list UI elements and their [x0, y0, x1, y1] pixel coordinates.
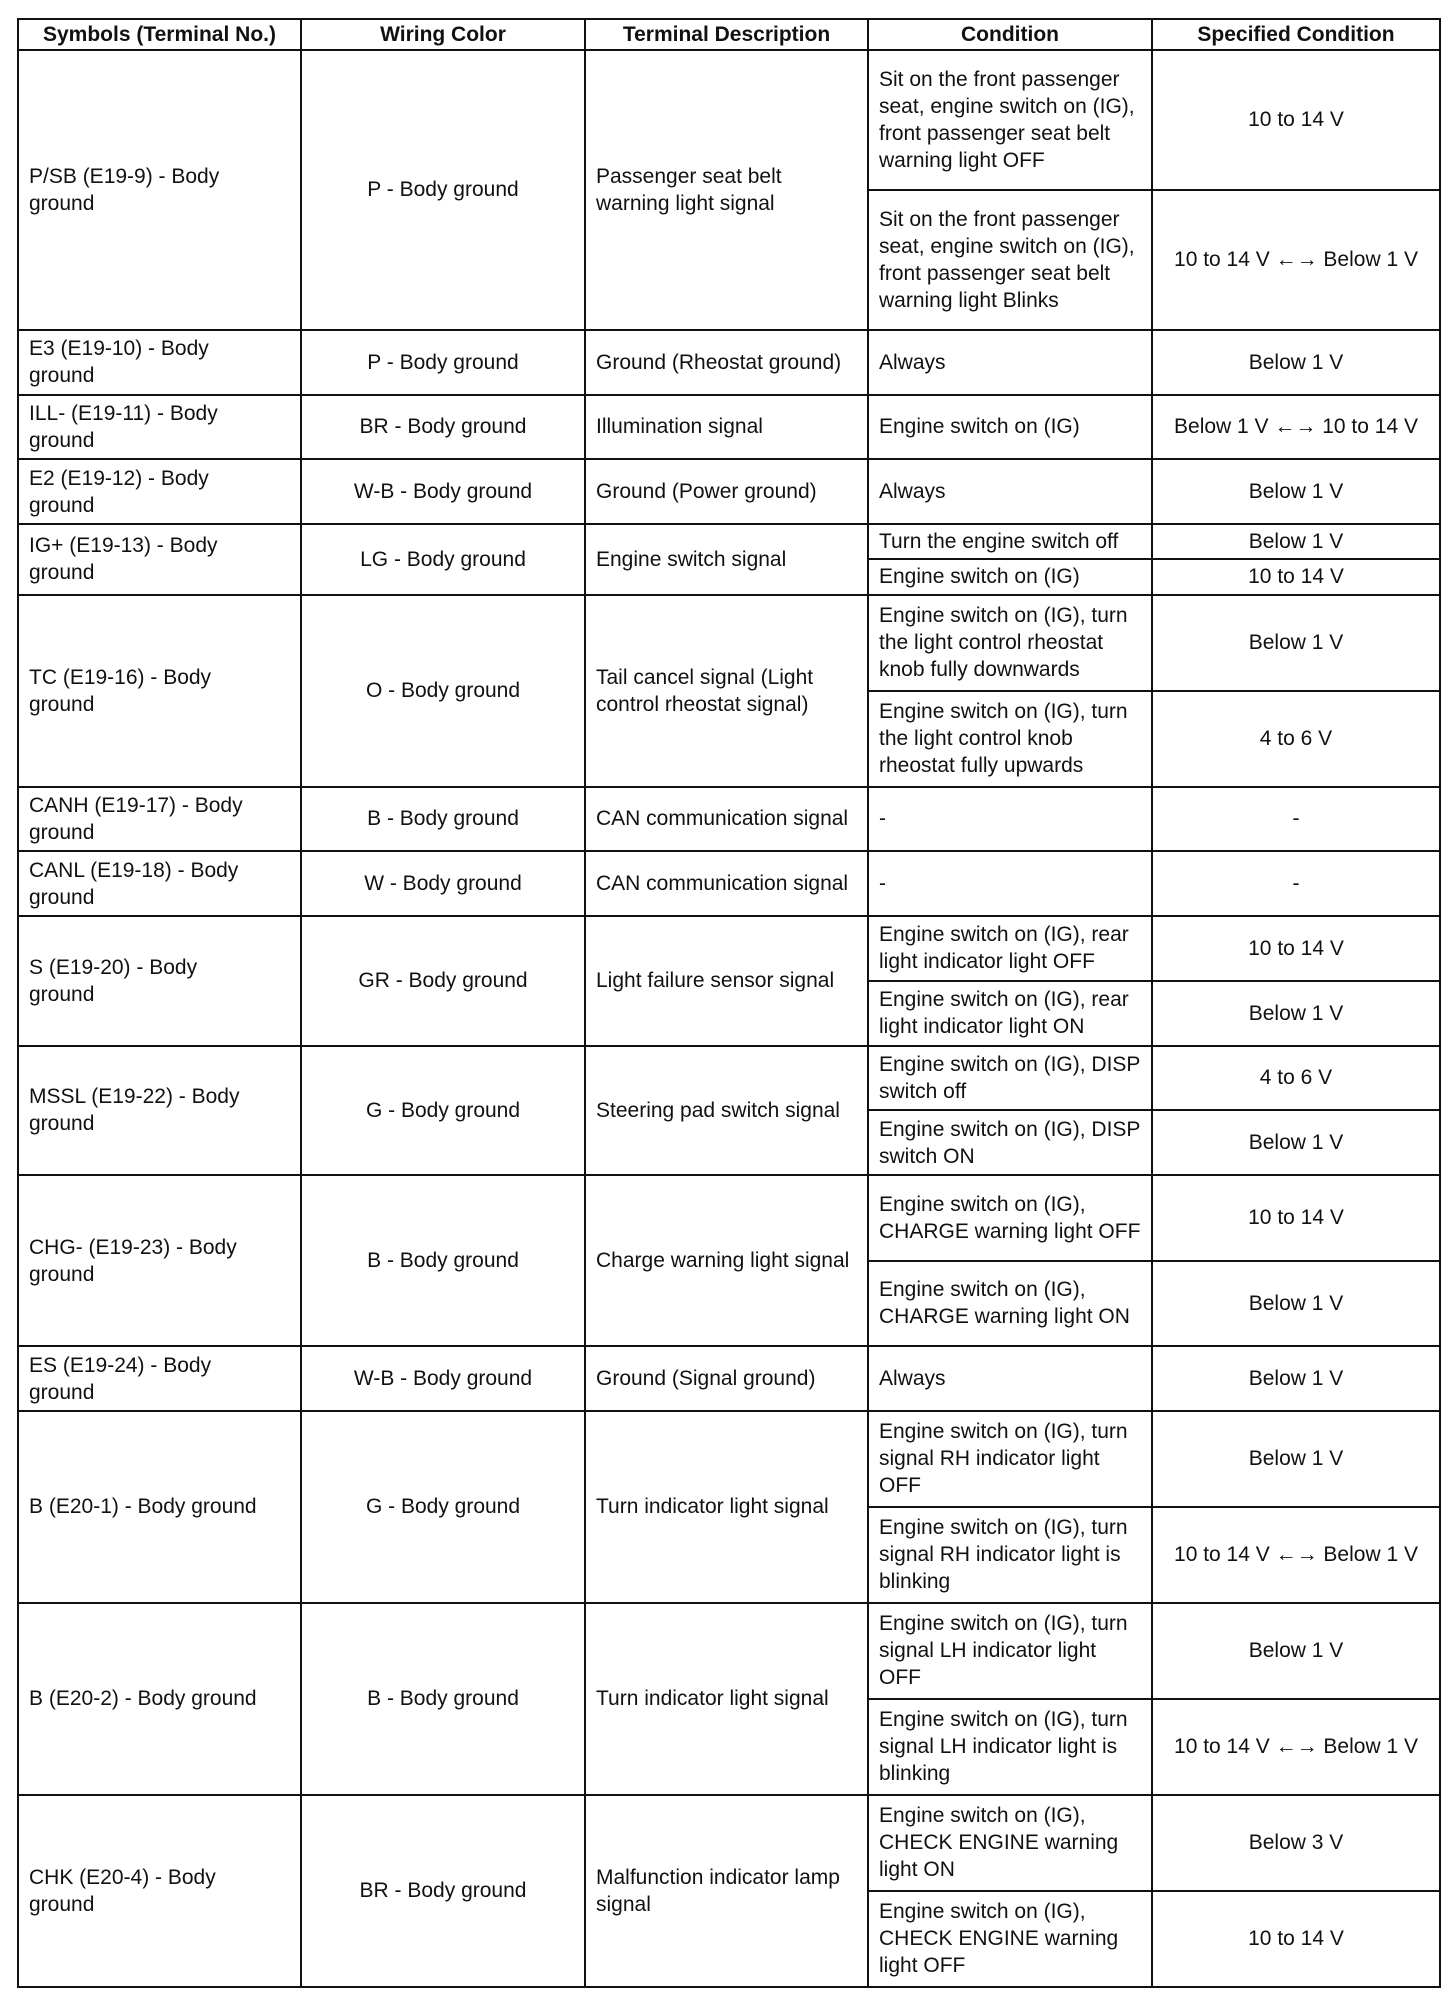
specified-condition-cell: Below 1 V [1152, 524, 1440, 559]
header-terminal-description: Terminal Description [585, 19, 868, 50]
wiring-color-cell: W-B - Body ground [301, 459, 585, 524]
specified-condition-cell: - [1152, 851, 1440, 916]
table-row [18, 1346, 1440, 1411]
wiring-color-cell: B - Body ground [301, 787, 585, 852]
wiring-color-cell: GR - Body ground [301, 916, 585, 1046]
specified-condition-cell: Below 1 V [1152, 595, 1440, 691]
specified-condition-cell: 10 to 14 V [1152, 50, 1440, 190]
condition-cell: Engine switch on (IG), rear light indicator light ON [868, 981, 1152, 1046]
header-row [18, 19, 1440, 50]
header-wiring-color: Wiring Color [301, 19, 585, 50]
specified-condition-cell: Below 1 V [1152, 459, 1440, 524]
table-body [18, 50, 1440, 1987]
symbol-cell: B (E20-1) - Body ground [18, 1411, 301, 1603]
terminal-description-cell: Light failure sensor signal [585, 916, 868, 1046]
table-header [18, 19, 1440, 50]
symbol-cell: E3 (E19-10) - Body ground [18, 330, 301, 395]
wiring-color-cell: G - Body ground [301, 1046, 585, 1176]
condition-cell: Turn the engine switch off [868, 524, 1152, 559]
table-row [18, 1175, 1440, 1261]
condition-cell: Always [868, 330, 1152, 395]
symbol-cell: B (E20-2) - Body ground [18, 1603, 301, 1795]
condition-cell: Always [868, 459, 1152, 524]
condition-cell: Engine switch on (IG), turn signal LH indicator light is blinking [868, 1699, 1152, 1795]
symbol-cell: CHG- (E19-23) - Body ground [18, 1175, 301, 1346]
specified-condition-cell: - [1152, 787, 1440, 852]
condition-cell: Engine switch on (IG), CHARGE warning light OFF [868, 1175, 1152, 1261]
wiring-color-cell: P - Body ground [301, 330, 585, 395]
wiring-color-cell: W-B - Body ground [301, 1346, 585, 1411]
wiring-color-cell: B - Body ground [301, 1175, 585, 1346]
symbol-cell: S (E19-20) - Body ground [18, 916, 301, 1046]
specified-condition-cell: Below 3 V [1152, 1795, 1440, 1891]
specified-condition-cell: 10 to 14 V [1152, 1175, 1440, 1261]
specified-condition-cell: 4 to 6 V [1152, 691, 1440, 787]
terminal-description-cell: Illumination signal [585, 395, 868, 460]
table-row [18, 916, 1440, 981]
terminal-description-cell: CAN communication signal [585, 787, 868, 852]
specified-condition-cell: 10 to 14 V ←→ Below 1 V [1152, 190, 1440, 330]
condition-cell: Engine switch on (IG), CHECK ENGINE warning light ON [868, 1795, 1152, 1891]
terminal-table [17, 18, 1441, 1988]
condition-cell: Engine switch on (IG), CHARGE warning light ON [868, 1261, 1152, 1347]
symbol-cell: IG+ (E19-13) - Body ground [18, 524, 301, 595]
specified-condition-cell: Below 1 V [1152, 1603, 1440, 1699]
terminal-description-cell: Turn indicator light signal [585, 1603, 868, 1795]
terminal-description-cell: Ground (Signal ground) [585, 1346, 868, 1411]
wiring-color-cell: O - Body ground [301, 595, 585, 787]
condition-cell: Engine switch on (IG) [868, 395, 1152, 460]
symbol-cell: TC (E19-16) - Body ground [18, 595, 301, 787]
condition-cell: Engine switch on (IG), rear light indicator light OFF [868, 916, 1152, 981]
specified-condition-cell: Below 1 V [1152, 1261, 1440, 1347]
specified-condition-cell: 10 to 14 V [1152, 1891, 1440, 1987]
table-row [18, 595, 1440, 691]
wiring-color-cell: BR - Body ground [301, 1795, 585, 1987]
condition-cell: Always [868, 1346, 1152, 1411]
symbol-cell: CANL (E19-18) - Body ground [18, 851, 301, 916]
condition-cell: Sit on the front passenger seat, engine switch on (IG), front passenger seat belt warning light OFF [868, 50, 1152, 190]
specified-condition-cell: 10 to 14 V ←→ Below 1 V [1152, 1507, 1440, 1603]
condition-cell: Engine switch on (IG), turn the light control knob rheostat fully upwards [868, 691, 1152, 787]
condition-cell: Engine switch on (IG), turn the light control rheostat knob fully downwards [868, 595, 1152, 691]
terminal-description-cell: Turn indicator light signal [585, 1411, 868, 1603]
table-row [18, 787, 1440, 852]
symbol-cell: P/SB (E19-9) - Body ground [18, 50, 301, 330]
symbol-cell: ILL- (E19-11) - Body ground [18, 395, 301, 460]
condition-cell: Engine switch on (IG), turn signal RH indicator light is blinking [868, 1507, 1152, 1603]
wiring-color-cell: B - Body ground [301, 1603, 585, 1795]
terminal-description-cell: Steering pad switch signal [585, 1046, 868, 1176]
condition-cell: - [868, 787, 1152, 852]
symbol-cell: MSSL (E19-22) - Body ground [18, 1046, 301, 1176]
header-condition: Condition [868, 19, 1152, 50]
specified-condition-cell: Below 1 V [1152, 1110, 1440, 1175]
condition-cell: Engine switch on (IG), turn signal LH indicator light OFF [868, 1603, 1152, 1699]
table-row [18, 395, 1440, 460]
terminal-description-cell: Ground (Rheostat ground) [585, 330, 868, 395]
condition-cell: Engine switch on (IG), DISP switch ON [868, 1110, 1152, 1175]
table-row [18, 851, 1440, 916]
specified-condition-cell: Below 1 V [1152, 330, 1440, 395]
specified-condition-cell: Below 1 V ←→ 10 to 14 V [1152, 395, 1440, 460]
table-row [18, 330, 1440, 395]
specified-condition-cell: Below 1 V [1152, 1411, 1440, 1507]
terminal-description-cell: Engine switch signal [585, 524, 868, 595]
specified-condition-cell: 10 to 14 V [1152, 559, 1440, 595]
symbol-cell: CANH (E19-17) - Body ground [18, 787, 301, 852]
condition-cell: - [868, 851, 1152, 916]
condition-cell: Sit on the front passenger seat, engine switch on (IG), front passenger seat belt warning light Blinks [868, 190, 1152, 330]
specified-condition-cell: 10 to 14 V ←→ Below 1 V [1152, 1699, 1440, 1795]
symbol-cell: CHK (E20-4) - Body ground [18, 1795, 301, 1987]
specified-condition-cell: Below 1 V [1152, 1346, 1440, 1411]
wiring-color-cell: G - Body ground [301, 1411, 585, 1603]
condition-cell: Engine switch on (IG), turn signal RH indicator light OFF [868, 1411, 1152, 1507]
condition-cell: Engine switch on (IG), CHECK ENGINE warning light OFF [868, 1891, 1152, 1987]
wiring-color-cell: W - Body ground [301, 851, 585, 916]
terminal-description-cell: Ground (Power ground) [585, 459, 868, 524]
condition-cell: Engine switch on (IG), DISP switch off [868, 1046, 1152, 1111]
header-symbols: Symbols (Terminal No.) [18, 19, 301, 50]
header-specified-condition: Specified Condition [1152, 19, 1440, 50]
condition-cell: Engine switch on (IG) [868, 559, 1152, 595]
table-row [18, 524, 1440, 559]
terminal-description-cell: CAN communication signal [585, 851, 868, 916]
specified-condition-cell: 10 to 14 V [1152, 916, 1440, 981]
symbol-cell: E2 (E19-12) - Body ground [18, 459, 301, 524]
wiring-color-cell: LG - Body ground [301, 524, 585, 595]
table-row [18, 1795, 1440, 1891]
table-row [18, 1046, 1440, 1111]
symbol-cell: ES (E19-24) - Body ground [18, 1346, 301, 1411]
terminal-description-cell: Passenger seat belt warning light signal [585, 50, 868, 330]
terminal-description-cell: Tail cancel signal (Light control rheostat signal) [585, 595, 868, 787]
terminal-description-cell: Charge warning light signal [585, 1175, 868, 1346]
specified-condition-cell: 4 to 6 V [1152, 1046, 1440, 1111]
table-row [18, 459, 1440, 524]
table-row [18, 1603, 1440, 1699]
specified-condition-cell: Below 1 V [1152, 981, 1440, 1046]
wiring-color-cell: P - Body ground [301, 50, 585, 330]
wiring-color-cell: BR - Body ground [301, 395, 585, 460]
table-row [18, 1411, 1440, 1507]
table-row [18, 50, 1440, 190]
terminal-description-cell: Malfunction indicator lamp signal [585, 1795, 868, 1987]
